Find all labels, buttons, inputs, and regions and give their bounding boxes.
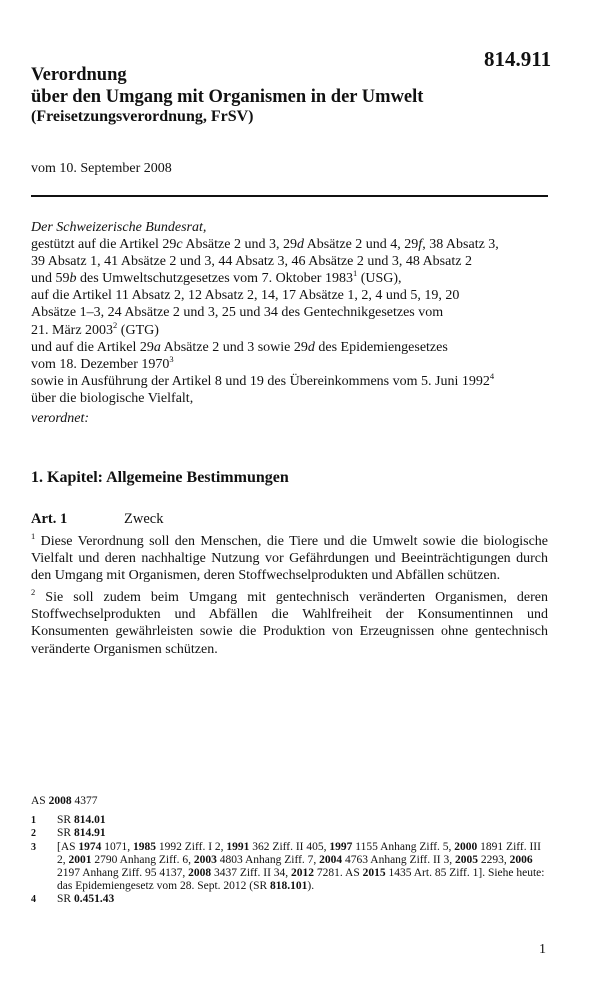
footnote-4: 4 SR 0.451.43 bbox=[31, 893, 115, 906]
article-label: Art. 1 bbox=[31, 511, 68, 527]
article-paragraph-2: $^2$ Sie soll zudem beim Umgang mit gentechnisch veränderten Organismen, deren Stoffwechselprodukten und Abfällen die Wahlfreiheit der Konsumentinnen und Konsumenten gewährleisten sowie die Produktion von Erzeugnissen ohne gentechnisch veränderte Organismen schützen. bbox=[31, 587, 548, 657]
preamble-line: sowie in Ausführung der Artikel 8 und 19 des Übereinkommens vom 5. Juni 1992$^4$ bbox=[31, 370, 495, 389]
footnote-1: 1 SR 814.01 bbox=[31, 814, 106, 827]
preamble-authority: Der Schweizerische Bundesrat, bbox=[31, 220, 207, 235]
footnote-ref[interactable]: 3 bbox=[169, 353, 174, 364]
footnote-2: 2 SR 814.91 bbox=[31, 827, 106, 840]
footnotes bbox=[31, 795, 551, 907]
preamble bbox=[31, 219, 551, 427]
page-number: 1 bbox=[539, 942, 546, 957]
sr-number: 814.911 bbox=[484, 47, 552, 71]
preamble-line: über die biologische Vielfalt, bbox=[31, 390, 194, 406]
preamble-line: und 59b des Umweltschutzgesetzes vom 7. Oktober 1983$^1$ (USG), bbox=[31, 268, 402, 287]
footnote-3: 3 [AS 1974 1071, 1985 1992 Ziff. I 2, 1991 362 Ziff. II 405, 1997 1155 Anhang Ziff. 5, 2000 1891 Ziff. III 2, 2001 2790 Anhang Ziff. 6, 2003 4803 Anhang Ziff. 7, 2004 4763 Anhang Ziff. II 3, 2005 2293, 2006 2197 Anhang Ziff. 95 4137, 2008 3437 Ziff. II 34, 2012 7281. AS 2015 1435 Art. 85 Ziff. 1]. Siehe heute: das Epidemiengesetz vom 28. Sept. 2012 (SR 818.101). bbox=[31, 841, 551, 894]
as-reference: AS 2008 4377 bbox=[31, 795, 98, 807]
preamble-verordnet: verordnet: bbox=[31, 411, 90, 427]
enactment-date: vom 10. September 2008 bbox=[31, 161, 172, 176]
header-divider bbox=[31, 195, 548, 197]
footnote-3-text: [AS 1974 1071, 1985 1992 Ziff. I 2, 1991 362 Ziff. II 405, 1997 1155 Anhang Ziff. 5, 2000 1891 Ziff. III 2, 2001 2790 Anhang Ziff. 6, 2003 4803 Anhang Ziff. 7, 2004 4763 Anhang Ziff. II 3, 2005 2293, 2006 2197 Anhang Ziff. 95 4137, 2008 3437 Ziff. II 34, 2012 7281. AS 2015 1435 Art. 85 Ziff. 1]. Siehe heute: das Epidemiengesetz vom 28. Sept. 2012 (SR 818.101). bbox=[57, 840, 545, 893]
footnote-ref[interactable]: 4 bbox=[489, 370, 495, 381]
preamble-line: 39 Absatz 1, 41 Absätze 2 und 3, 44 Absatz 3, 46 Absätze 2 und 3, 48 Absatz 2 bbox=[31, 254, 472, 270]
article-heading: Zweck bbox=[124, 511, 164, 527]
footnote-ref[interactable]: 1 bbox=[352, 268, 358, 279]
title-line-2: über den Umgang mit Organismen in der Umwelt bbox=[31, 87, 424, 107]
chapter-title: 1. Kapitel: Allgemeine Bestimmungen bbox=[31, 469, 289, 486]
preamble-line: gestützt auf die Artikel 29c Absätze 2 und 3, 29d Absätze 2 und 4, 29f, 38 Absatz 3, bbox=[31, 237, 499, 253]
preamble-line: vom 18. Dezember 1970$^3$ bbox=[31, 353, 174, 372]
title-line-1: Verordnung bbox=[31, 65, 127, 85]
preamble-line: und auf die Artikel 29a Absätze 2 und 3 sowie 29d des Epidemiengesetzes bbox=[31, 339, 448, 355]
article-paragraph-1: $^1$ Diese Verordnung soll den Menschen, die Tiere und die Umwelt sowie die biologische Vielfalt und deren nachhaltige Nutzung vor Gefährdungen und Beeinträchtigungen durch den Umgang mit Organismen, deren Stoffwechselprodukten und Abfällen schützen. bbox=[31, 531, 548, 584]
preamble-line: 21. März 2003$^2$ (GTG) bbox=[31, 319, 159, 338]
short-title: (Freisetzungsverordnung, FrSV) bbox=[31, 108, 254, 125]
preamble-line: auf die Artikel 11 Absatz 2, 12 Absatz 2, 14, 17 Absätze 1, 2, 4 und 5, 19, 20 bbox=[31, 288, 460, 304]
footnote-ref[interactable]: 2 bbox=[113, 319, 118, 330]
article-body bbox=[31, 533, 548, 663]
preamble-line: Absätze 1–3, 24 Absätze 2 und 3, 25 und 34 des Gentechnikgesetzes vom bbox=[31, 305, 444, 321]
